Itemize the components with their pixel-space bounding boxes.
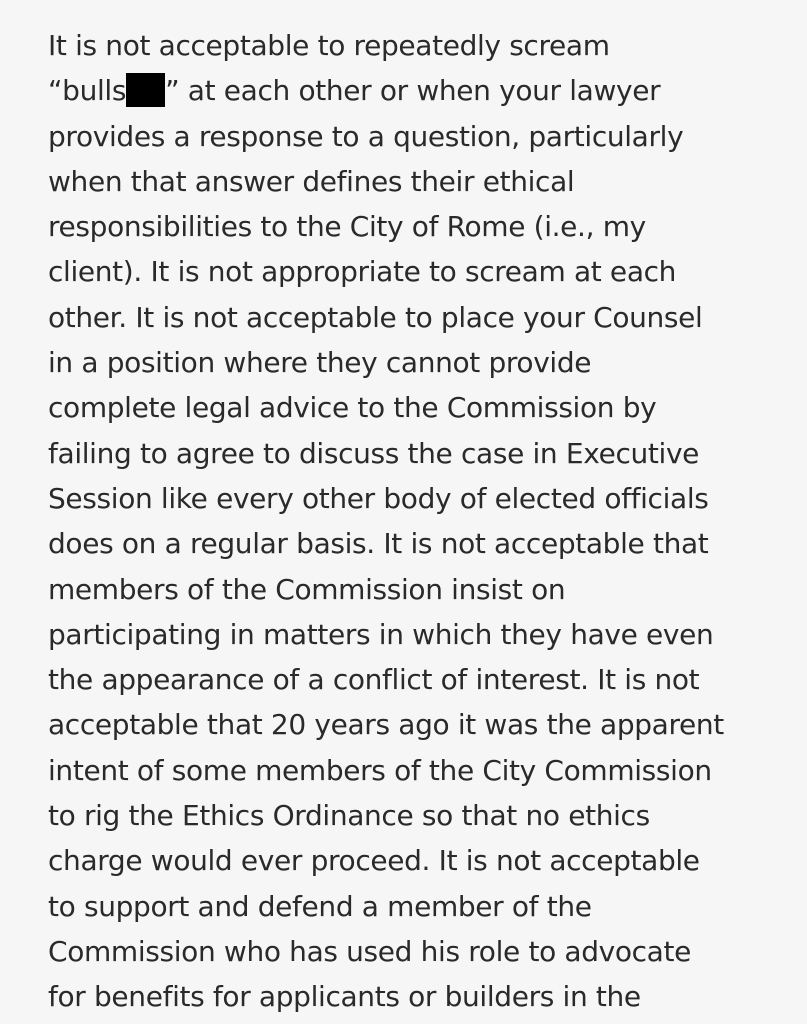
text-line: provides a response to a question, particularly xyxy=(48,119,684,153)
text-line: failing to agree to discuss the case in Executive xyxy=(48,436,700,470)
redaction-box xyxy=(126,73,165,107)
text-before-redaction: “bulls xyxy=(48,74,127,108)
text-after-redaction: ” at each other or when your lawyer xyxy=(165,74,661,108)
text-line: It is not acceptable to repeatedly scream xyxy=(48,29,610,62)
text-line: does on a regular basis. It is not acceptable that xyxy=(48,527,709,561)
text-line: participating in matters in which they have even xyxy=(48,617,714,651)
text-line: responsibilities to the City of Rome (i.e., my xyxy=(48,210,646,244)
text-line-with-redaction xyxy=(48,68,798,113)
text-line: in a position where they cannot provide xyxy=(48,346,592,380)
text-line: to support and defend a member of the xyxy=(48,889,592,923)
text-line: when that answer defines their ethical xyxy=(48,164,575,198)
text-line: client). It is not appropriate to scream at each xyxy=(48,255,677,289)
text-line: to rig the Ethics Ordinance so that no ethics xyxy=(48,799,650,833)
text-line: Commission who has used his role to advocate xyxy=(48,934,691,968)
text-line: acceptable that 20 years ago it was the apparent xyxy=(48,708,724,742)
document-body xyxy=(48,23,798,1020)
text-line: intent of some members of the City Commission xyxy=(48,753,712,787)
text-line: members of the Commission insist on xyxy=(48,572,566,606)
text-line: for benefits for applicants or builders in the xyxy=(48,980,641,1014)
text-line: charge would ever proceed. It is not acceptable xyxy=(48,844,700,878)
text-line: complete legal advice to the Commission by xyxy=(48,391,657,425)
text-line: other. It is not acceptable to place your Counsel xyxy=(48,300,703,334)
text-line: the appearance of a conflict of interest. It is not xyxy=(48,663,700,697)
text-line: Session like every other body of elected officials xyxy=(48,481,709,515)
